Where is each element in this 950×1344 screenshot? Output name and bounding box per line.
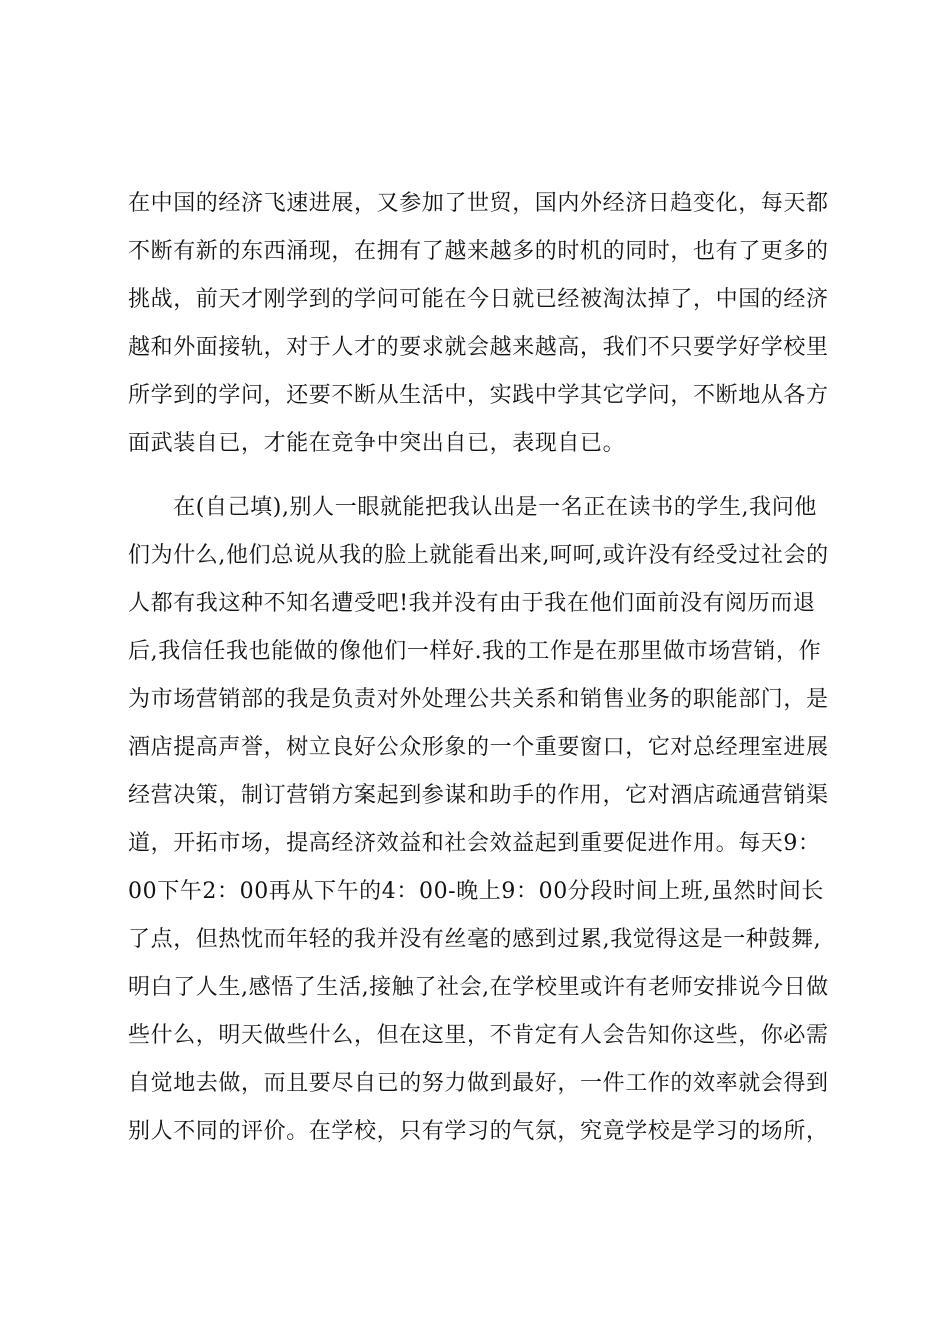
paragraph-line: 别人不同的评价。在学校，只有学习的气氛，究竟学校是学习的场所， [128,1119,829,1144]
paragraph-line: 挑战，前天才刚学到的学问可能在今日就已经被淘汰掉了，中国的经济 [128,287,829,312]
paragraph-1 [128,180,828,468]
paragraph-line: 00下午2：00再从下午的4：00-晚上9：00分段时间上班,虽然时间长 [128,879,824,904]
paragraph-line: 酒店提高声誉，树立良好公众形象的一个重要窗口，它对总经理室进展 [128,735,829,760]
paragraph-line: 在中国的经济飞速进展，又参加了世贸，国内外经济日趋变化，每天都 [128,191,829,216]
paragraph-line: 在(自己填),别人一眼就能把我认出是一名正在读书的学生,我问他 [128,495,817,520]
paragraph-line: 不断有新的东西涌现，在拥有了越来越多的时机的同时，也有了更多的 [128,239,829,264]
paragraph-2 [128,484,828,1156]
paragraph-line: 后,我信任我也能做的像他们一样好.我的工作是在那里做市场营销，作 [128,639,822,664]
paragraph-line: 道，开拓市场，提高经济效益和社会效益起到重要促进作用。每天9： [128,831,821,856]
paragraph-line: 为市场营销部的我是负责对外处理公共关系和销售业务的职能部门，是 [128,687,829,712]
paragraph-line: 面武装自已，才能在竞争中突出自已，表现自已。 [128,431,626,456]
paragraph-line: 经营决策，制订营销方案起到参谋和助手的作用，它对酒店疏通营销渠 [128,783,829,808]
paragraph-line: 自觉地去做，而且要尽自已的努力做到最好，一件工作的效率就会得到 [128,1071,829,1096]
paragraph-line: 些什么，明天做些什么，但在这里，不肯定有人会告知你这些，你必需 [128,1023,829,1048]
paragraph-line: 们为什么,他们总说从我的脸上就能看出来,呵呵,或许没有经受过社会的 [128,543,829,568]
paragraph-line: 了点，但热忱而年轻的我并没有丝毫的感到过累,我觉得这是一种鼓舞, [128,927,822,952]
paragraph-line: 越和外面接轨，对于人才的要求就会越来越高，我们不只要学好学校里 [128,335,829,360]
paragraph-line: 明白了人生,感悟了生活,接触了社会,在学校里或许有老师安排说今日做 [128,975,829,1000]
paragraph-line: 所学到的学问，还要不断从生活中，实践中学其它学问，不断地从各方 [128,383,829,408]
paragraph-line: 人都有我这种不知名遭受吧!我并没有由于我在他们面前没有阅历而退 [128,591,816,616]
